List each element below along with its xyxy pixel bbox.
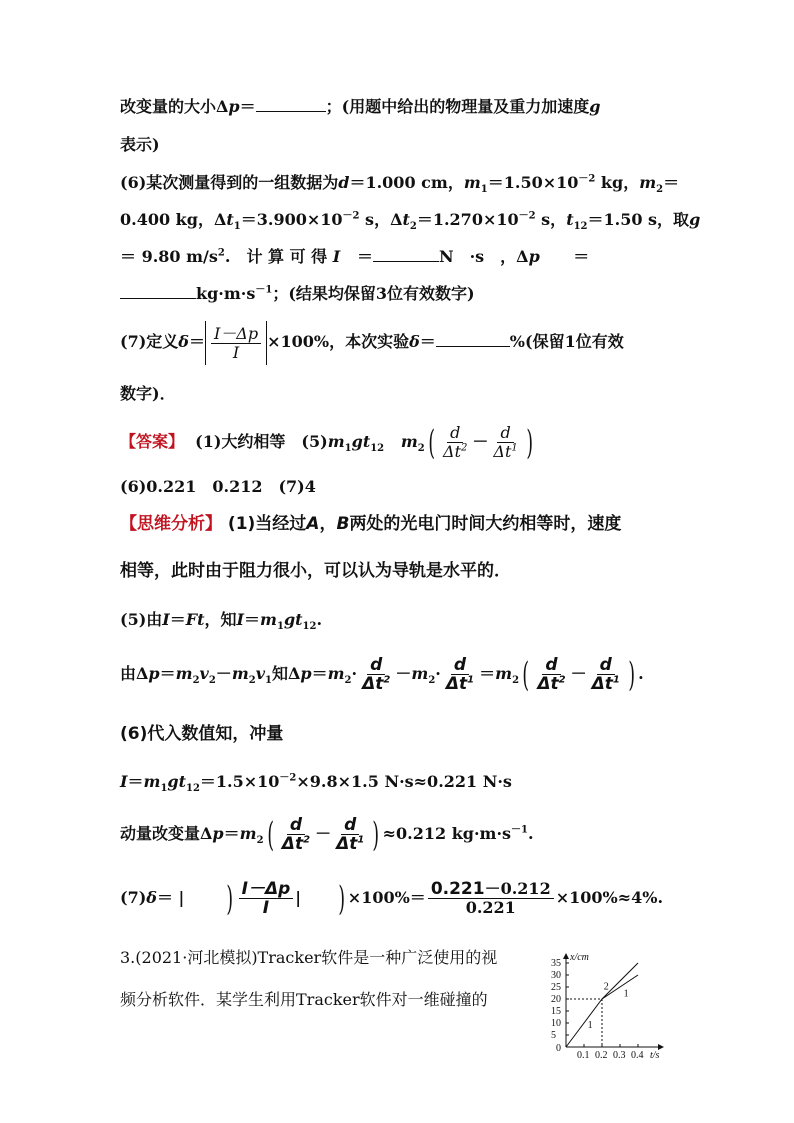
analysis-line-7: 动量改变量$\Delta p=m_2$( $\frac{d}{\Delta t^2}$ － $\frac{d}{\Delta t^1}$ ) ≈0.212 $kg\cdot m\cdot s^{-1}$. <box>120 814 534 855</box>
question-line: 改变量的大小Δp＝ ；(用题中给出的物理量及重力加速度g <box>120 97 601 116</box>
question-line: 表示) <box>120 135 160 154</box>
analysis-line-3: (5)由I＝Ft，知$I=m_1gt_{12}$. <box>120 610 323 633</box>
question-6-line-3: ＝ 9.80 $m/s^2$. 计 算 可 得 I ＝ N ·s ，Δp ＝ <box>120 247 590 266</box>
x-tick-label: 0.1 <box>577 1050 590 1061</box>
analysis-line-4: 由$\Delta p=m_2v_2-m_2v_1$知$\Delta p=m_2\cdot$ $\frac{d}{\Delta t^2}$ $-m_2\cdot$ $\frac{d}{\Delta t^1}$ $=m_2$( $\frac{d}{\Delta t^2}$ － $\frac{d}{\Delta t^1}$ ) . <box>120 654 644 695</box>
answer-blank[interactable] <box>373 247 439 262</box>
x-axis-label: t/s <box>650 1050 660 1061</box>
segment-label: 2 <box>603 981 609 993</box>
origin-label: 0 <box>556 1043 561 1054</box>
y-axis-label: x/cm <box>570 952 589 963</box>
analysis-line-8: (7)δ＝ | ) $\frac{I-\Delta p}{I}$ | ) ×100%＝ $\frac{0.221-0.212}{0.221}$ ×100%≈4%. <box>120 878 664 919</box>
segment-label: 1 <box>587 1019 593 1031</box>
y-tick-label: 20 <box>551 994 561 1005</box>
question-6-line-1: (6)某次测量得到的一组数据为d＝1.000 cm，$m_1=1.50\times 10^{-2}$ kg，$m_2=$ <box>120 173 680 196</box>
analysis-tag: 【思维分析】 <box>120 514 222 534</box>
question-6-line-2: 0.400 kg，$\Delta t_1=3.900\times 10^{-2}$ s，$\Delta t_2=1.270\times 10^{-2}$ s，$t_{12}=1.50$ s，取g <box>120 210 701 233</box>
question-3-line-2: 频分析软件．某学生利用Tracker软件对一维碰撞的 <box>120 990 488 1009</box>
answer-tag: 【答案】 <box>120 432 185 451</box>
answer-blank[interactable] <box>120 284 196 299</box>
y-tick-label: 15 <box>551 1006 561 1017</box>
analysis-line-6: $I=m_1gt_{12}=1.5\times 10^{-2}\times 9.8\times 1.5$ N·s≈0.221 N·s <box>120 772 512 795</box>
answer-blank[interactable] <box>436 332 510 347</box>
question-7-line-1: (7)定义δ＝ $\frac{I-\Delta p}{I}$ ×100%，本次实验δ＝ %(保留1位有效 <box>120 320 624 365</box>
x-tick-label: 0.4 <box>631 1050 644 1061</box>
analysis-line-1: 【思维分析】 (1)当经过A，B两处的光电门时间大约相等时，速度 <box>120 514 622 534</box>
question-7-line-2: 数字)． <box>120 384 176 403</box>
answer-blank[interactable] <box>256 97 326 112</box>
y-tick-label: 25 <box>551 982 561 993</box>
y-tick-label: 5 <box>551 1030 556 1041</box>
y-tick-label: 10 <box>551 1018 561 1029</box>
question-6-line-4: $kg\cdot m\cdot s^{-1}$；(结果均保留3位有效数字) <box>120 284 475 304</box>
answer-line-2: (6)0.221 0.212 (7)4 <box>120 477 316 496</box>
question-3-line-1: 3.(2021·河北模拟)Tracker软件是一种广泛使用的视 <box>120 948 498 967</box>
analysis-line-5: (6)代入数值知，冲量 <box>120 724 284 744</box>
answer-line-1: 【答案】 (1)大约相等 $(5)m_1gt_{12}$ $m_2$( $\frac{d}{\Delta t^2}$ － $\frac{d}{\Delta t^1}$ ) <box>120 422 533 463</box>
y-tick-label: 35 <box>551 958 561 969</box>
xt-chart <box>548 950 670 1062</box>
y-tick-label: 30 <box>551 970 561 981</box>
x-tick-label: 0.3 <box>613 1050 626 1061</box>
analysis-line-2: 相等，此时由于阻力很小，可以认为导轨是水平的． <box>120 561 511 581</box>
segment-label: 1 <box>623 988 629 1000</box>
x-tick-label: 0.2 <box>595 1050 608 1061</box>
